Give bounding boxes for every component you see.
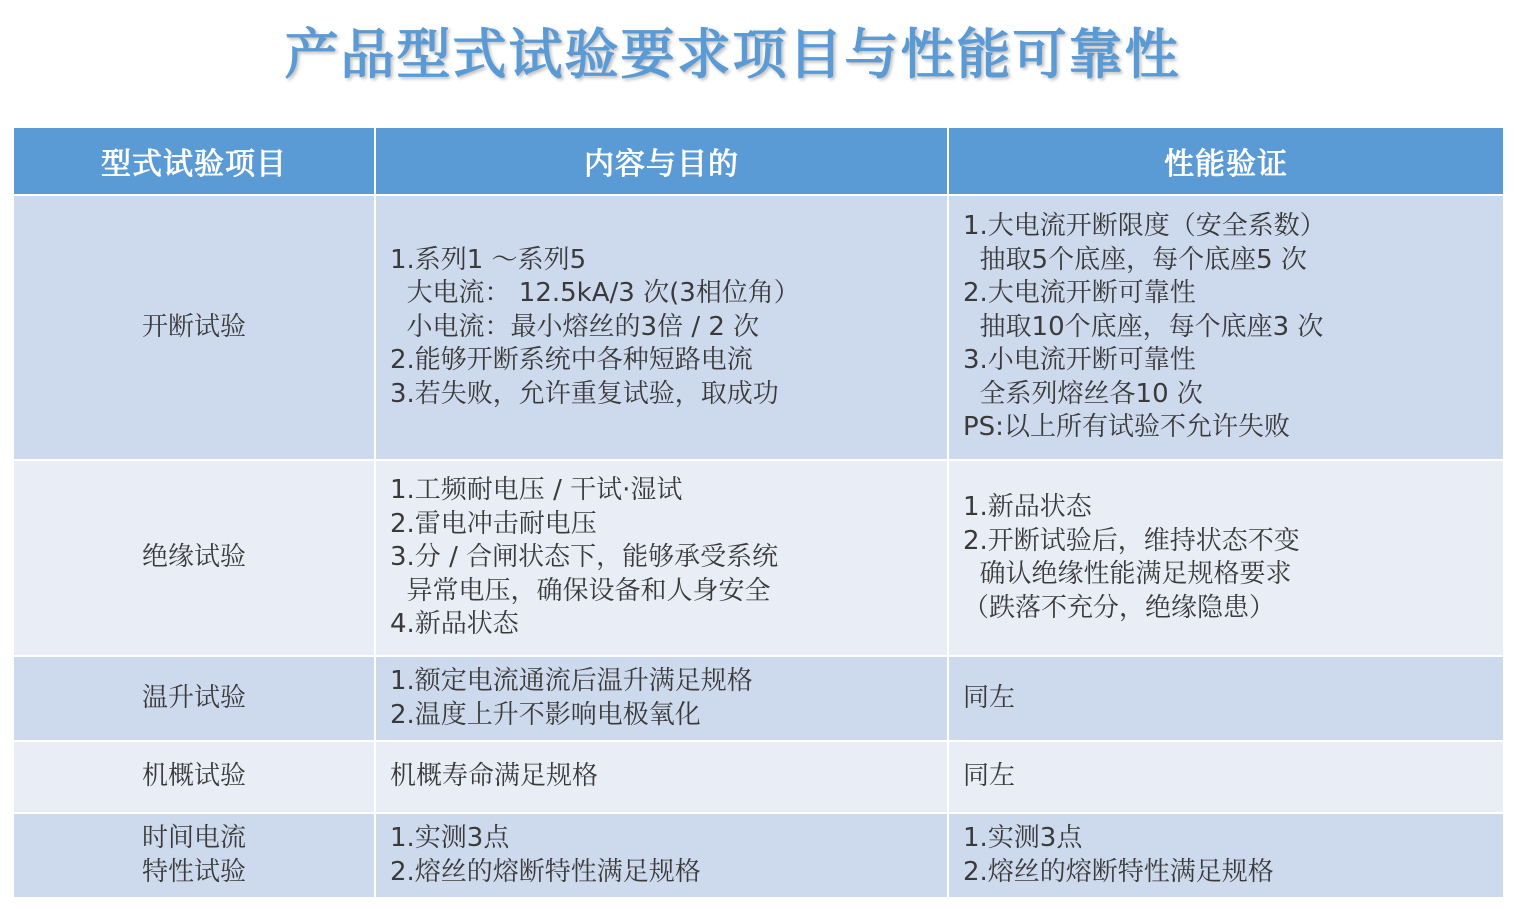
- test-item-name: 绝缘试验: [141, 542, 246, 573]
- test-item-name: 温升试验: [141, 682, 246, 713]
- test-requirements-table: [12, 126, 1505, 899]
- row-verification: 1.大电流开断限度（安全系数） 抽取5个底座，每个底座5 次 2.大电流开断可靠性 抽取10个底座，每个底座3 次 3.小电流开断可靠性 全系列熔丝各10 次 PS:以上所有试验不允许失败: [948, 195, 1504, 460]
- test-item-name: 开断试验: [141, 311, 246, 342]
- row-content: 1.实测3点 2.熔丝的熔断特性满足规格: [375, 813, 948, 898]
- test-item-name: 机概试验: [141, 761, 246, 792]
- row-content: 1.工频耐电压 / 干试·湿试 2.雷电冲击耐电压 3.分 / 合闸状态下，能够承受系统 异常电压，确保设备和人身安全 4.新品状态: [375, 460, 948, 656]
- row-content: 机概寿命满足规格: [375, 741, 948, 813]
- row-test-item: [13, 195, 375, 460]
- test-item-name: 时间电流 特性试验: [141, 823, 246, 887]
- row-verification: 1.新品状态 2.开断试验后，维持状态不变 确认绝缘性能满足规格要求 （跌落不充分，绝缘隐患）: [948, 460, 1504, 656]
- row-content: 1.系列1 ～系列5 大电流： 12.5kA/3 次(3相位角） 小电流：最小熔丝的3倍 / 2 次 2.能够开断系统中各种短路电流 3.若失败，允许重复试验，取成功: [375, 195, 948, 460]
- table-row: [13, 741, 1504, 813]
- row-verification: 1.实测3点 2.熔丝的熔断特性满足规格: [948, 813, 1504, 898]
- table-header-row: [13, 127, 1504, 195]
- column-header-content-purpose: 内容与目的: [375, 127, 948, 195]
- row-test-item: [13, 741, 375, 813]
- row-test-item: [13, 813, 375, 898]
- table-row: [13, 195, 1504, 460]
- row-content: 1.额定电流通流后温升满足规格 2.温度上升不影响电极氧化: [375, 656, 948, 741]
- row-verification: 同左: [948, 741, 1504, 813]
- row-verification: 同左: [948, 656, 1504, 741]
- row-test-item: [13, 656, 375, 741]
- page-title: 产品型式试验要求项目与性能可靠性: [284, 23, 1181, 86]
- table-row: [13, 460, 1504, 656]
- column-header-test-item: 型式试验项目: [13, 127, 375, 195]
- table-row: [13, 656, 1504, 741]
- column-header-performance-verification: 性能验证: [948, 127, 1504, 195]
- table-row: [13, 813, 1504, 898]
- row-test-item: [13, 460, 375, 656]
